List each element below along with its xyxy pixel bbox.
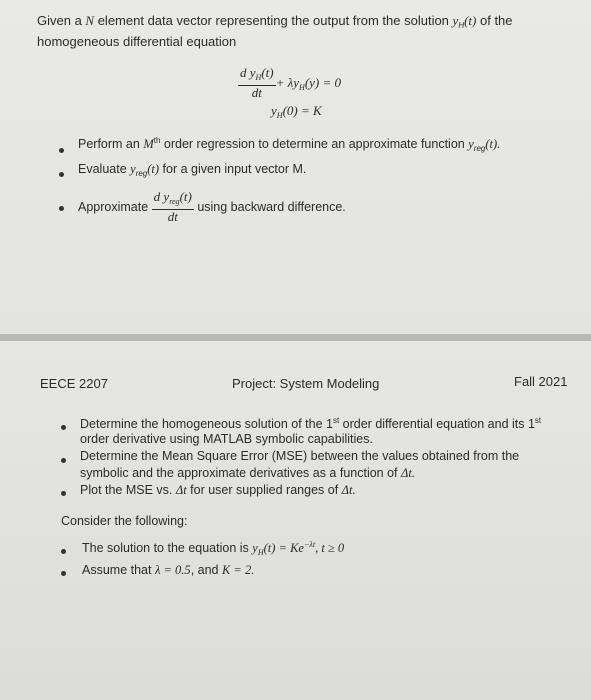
bullet-mse-line2: symbolic and the approximate derivatives as a function of Δt. (80, 466, 415, 480)
derivative-reg-fraction: $\frac{d y_{reg}(t)}{dt}$ (153, 189, 192, 224)
bullet-dot (61, 458, 66, 463)
bullet-dot (61, 571, 66, 576)
page-divider (0, 334, 591, 341)
bullet-approximate: Approximate $\frac{d y_{reg}(t)}{dt}$ using backward difference. (78, 189, 346, 224)
bullet-dot (59, 206, 64, 211)
bullet-homogeneous-line2: order derivative using MATLAB symbolic capabilities. (80, 432, 373, 446)
bullet-dot (61, 425, 66, 430)
term: Fall 2021 (514, 374, 568, 389)
project-title: Project: System Modeling (232, 376, 380, 391)
bullet-solution: The solution to the equation is $y_H(t) = Ke^{-\lambda t}$, t ≥ 0 (82, 540, 345, 557)
bullet-homogeneous-line1: Determine the homogeneous solution of the 1st order differential equation and its 1st (80, 416, 542, 431)
differential-equation: $\frac{d y_H(t)}{dt}$ + $\lambda y_H(y) = 0$ (240, 65, 342, 100)
top-page (0, 0, 591, 334)
bullet-dot (59, 148, 64, 153)
course-code: EECE 2207 (40, 376, 108, 391)
intro-line-2: homogeneous differential equation (37, 34, 237, 49)
bottom-page (0, 341, 591, 700)
bullet-regression: Perform an Mth order regression to determine an approximate function $y_{reg}(t)$. (78, 136, 501, 153)
bullet-plot: Plot the MSE vs. Δt for user supplied ranges of Δt. (80, 483, 356, 497)
consider-heading: Consider the following: (61, 514, 188, 528)
initial-condition: $y_H(0) = K$ (271, 103, 322, 120)
bullet-dot (61, 549, 66, 554)
bullet-mse-line1: Determine the Mean Square Error (MSE) between the values obtained from the (80, 449, 520, 463)
bullet-assume: Assume that λ = 0.5, and K = 2. (82, 563, 255, 577)
bullet-evaluate: Evaluate $y_{reg}(t)$ for a given input vector M. (78, 162, 307, 178)
derivative-fraction: $\frac{d y_H(t)}{dt}$ (240, 65, 274, 100)
bullet-dot (59, 172, 64, 177)
intro-line-1: Given a N element data vector representing the output from the solution $y_H(t)$ of the (37, 13, 513, 30)
bullet-dot (61, 491, 66, 496)
